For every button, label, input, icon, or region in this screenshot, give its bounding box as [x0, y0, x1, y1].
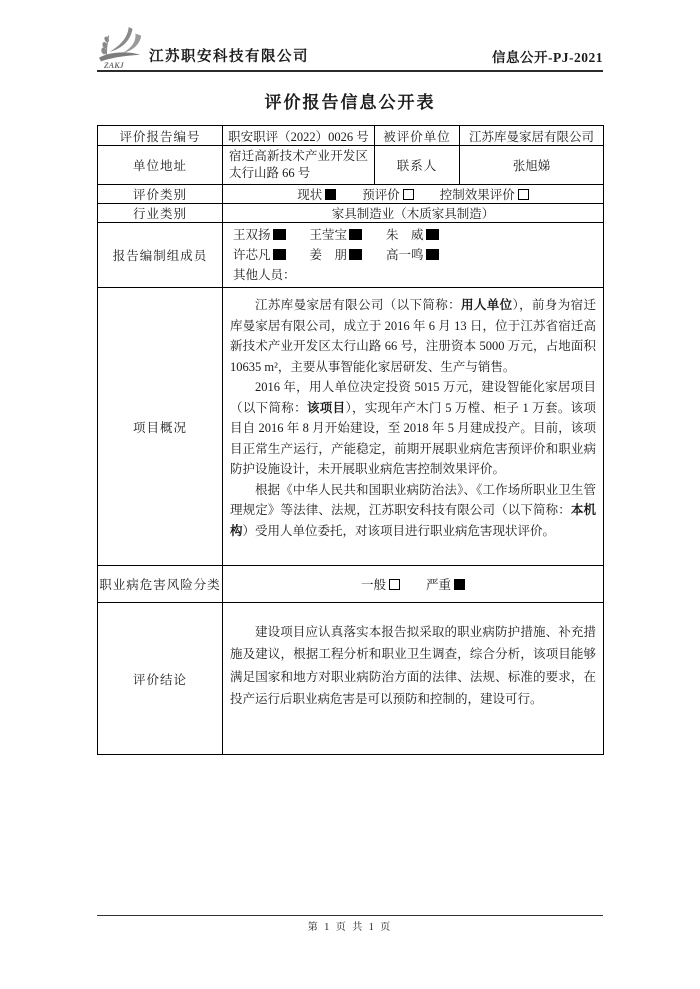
member-name [233, 245, 286, 265]
page-number: 第 1 页 共 1 页 [307, 922, 393, 933]
conclusion-label: 评价结论 [98, 603, 223, 755]
redaction-box [273, 229, 286, 240]
checkbox-option [426, 578, 465, 592]
logo-text: ZAKJ [103, 61, 124, 70]
redaction-box [426, 229, 439, 240]
page [97, 0, 603, 755]
bold-text: 本机构 [230, 503, 596, 538]
category-options [223, 185, 604, 204]
member-name [386, 245, 439, 265]
checkbox-option [362, 188, 414, 202]
row-industry [98, 204, 604, 223]
checkbox-unchecked-icon [389, 579, 400, 590]
overview-paragraph [230, 377, 596, 480]
bold-text: 用人单位 [460, 298, 513, 312]
info-table [97, 125, 604, 755]
checkbox-option-label: 一般 [360, 578, 386, 592]
text: 2016 年，用人单位决定投资 5015 万元，建设智能化家居项目（以下简称： [230, 380, 596, 415]
page-footer [97, 915, 603, 935]
checkbox-option-label: 控制效果评价 [439, 188, 515, 202]
report-no-value: 职安职评（2022）0026 号 [223, 126, 375, 146]
checkbox-option-label: 预评价 [362, 188, 400, 202]
redaction-box [349, 249, 362, 260]
bold-text: 该项目 [306, 400, 346, 415]
row-conclusion [98, 603, 604, 755]
redaction-box [349, 229, 362, 240]
member-name [310, 245, 363, 265]
text: 根据《中华人民共和国职业病防治法》、《工作场所职业卫生管理规定》等法律、法规，江苏职安科技有限公司（以下简称： [230, 482, 596, 517]
risk-label: 职业病危害风险分类 [98, 566, 223, 603]
checkbox-unchecked-icon [518, 189, 529, 200]
page-header [97, 0, 603, 72]
evaluated-unit-label: 被评价单位 [375, 126, 460, 146]
row-address [98, 146, 604, 185]
checkbox-option-label: 现状 [297, 188, 323, 202]
page-title: 评价报告信息公开表 [264, 93, 436, 112]
member-name-text: 姜 朋 [309, 248, 348, 262]
redaction-box [273, 249, 286, 260]
member-name-text: 许芯凡 [233, 248, 271, 262]
doc-code: 信息公开-PJ-2021 [492, 50, 603, 65]
checkbox-option [440, 188, 529, 202]
members-line [233, 245, 593, 265]
members-lines [233, 225, 593, 265]
member-name-text: 高一鸣 [386, 248, 424, 262]
member-name-text: 王莹宝 [309, 228, 348, 242]
members-cell [223, 223, 604, 288]
risk-options [223, 566, 604, 603]
row-risk [98, 566, 604, 603]
member-name-text: 朱 威 [386, 228, 424, 242]
checkbox-checked-icon [325, 189, 336, 200]
address-label: 单位地址 [98, 146, 223, 185]
evaluated-unit-value: 江苏库曼家居有限公司 [460, 126, 604, 146]
overview-paragraph [230, 295, 596, 377]
row-report-no [98, 126, 604, 146]
members-label: 报告编制组成员 [98, 223, 223, 288]
member-name [386, 225, 439, 245]
redaction-box [426, 249, 439, 260]
overview-label: 项目概况 [98, 288, 223, 566]
address-value: 宿迁高新技术产业开发区太行山路 66 号 [223, 146, 375, 185]
member-name [310, 225, 363, 245]
row-members [98, 223, 604, 288]
members-other-label: 其他人员： [233, 268, 296, 282]
checkbox-checked-icon [454, 579, 465, 590]
report-no-label: 评价报告编号 [98, 126, 223, 146]
overview-cell [223, 288, 604, 566]
row-category [98, 185, 604, 204]
conclusion-text: 建设项目应认真落实本报告拟采取的职业病防护措施、补充措施及建议，根据工程分析和职业卫生调查，综合分析，该项目能够满足国家和地方对职业病防治方面的法律、法规、标准的要求，在投产运行后职业病危害是可以预防和控制的，建设可行。 [230, 624, 596, 706]
overview-paragraph [230, 480, 596, 542]
text: ）受用人单位委托，对该项目进行职业病危害现状评价。 [242, 523, 556, 538]
text: ），前身为宿迁库曼家居有限公司，成立于 2016 年 6 月 13 日，位于江苏省宿迁高新技术产业开发区太行山路 66 号，注册资本 5000 万元，占地面积 10635 m²，主要从事智能化家居研发、生产与销售。 [230, 298, 596, 374]
industry-label: 行业类别 [98, 204, 223, 223]
checkbox-unchecked-icon [403, 189, 414, 200]
category-label: 评价类别 [98, 185, 223, 204]
industry-value: 家具制造业（木质家具制造） [223, 204, 604, 223]
members-line [233, 225, 593, 245]
contact-value: 张旭娣 [460, 146, 604, 185]
checkbox-option [297, 188, 336, 202]
checkbox-option [361, 578, 400, 592]
text: 江苏库曼家居有限公司（以下简称： [255, 298, 461, 312]
row-overview [98, 288, 604, 566]
member-name-text: 王双扬 [233, 228, 271, 242]
text: ），实现年产木门 5 万樘、柜子 1 万套。该项目自 2016 年 8 月开始建设，至 2018 年 5 月建成投产。目前，该项目正常生产运行，产能稳定，前期开展职业病危害预评价和职业病防护设施设计，未开展职业病危害控制效果评价。 [230, 400, 596, 476]
company-name: 江苏职安科技有限公司 [149, 49, 309, 65]
conclusion-cell [223, 603, 604, 755]
checkbox-option-label: 严重 [426, 578, 452, 592]
member-name [233, 225, 286, 245]
contact-label: 联系人 [375, 146, 460, 185]
zakj-logo-icon [97, 26, 147, 70]
